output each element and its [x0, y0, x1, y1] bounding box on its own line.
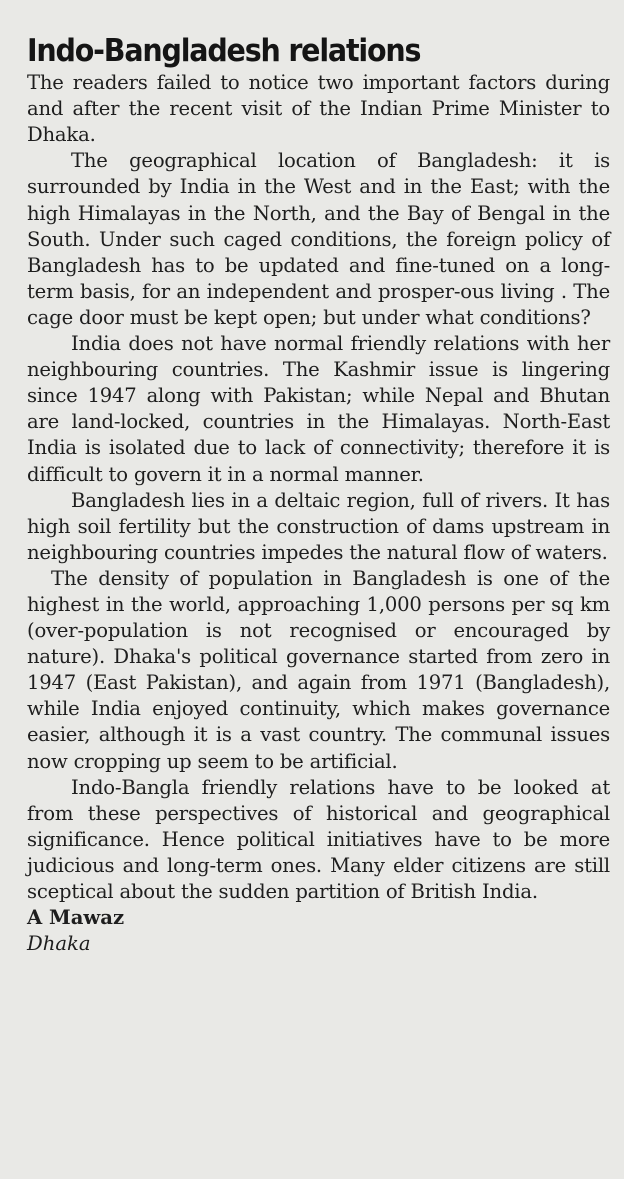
paragraph-intro: The readers failed to notice two important factors during and after the recent visit of the Indian Prime Minister to Dhaka.: [27, 71, 610, 147]
paragraph-geography: The geographical location of Bangladesh: it is surrounded by India in the West and in the East; with the high Himalayas in the North, and the Bay of Bengal in the South. Under such caged conditions, the foreign policy of Bangladesh has to be updated and fine-tuned on a long-term basis, for an independent and prosper-ous living . The cage door must be kept open; but under what conditions?: [27, 149, 610, 329]
letter-body: [27, 70, 610, 905]
paragraph-rivers: Bangladesh lies in a deltaic region, full of rivers. It has high soil fertility but the construction of dams upstream in neighbouring countries impedes the natural flow of waters.: [27, 488, 610, 564]
headline: Indo-Bangladesh relations: [27, 33, 421, 69]
author-name: A Mawaz: [27, 906, 125, 930]
paragraph-population: The density of population in Bangladesh is one of the highest in the world, approaching 1,000 persons per sq km (over-population is not recognised or encouraged by nature). Dhaka's political governance started from zero in 1947 (East Pakistan), and again from 1971 (Bangladesh), while India enjoyed continuity, which makes governance easier, although it is a vast country. The communal issues now cropping up seem to be artificial.: [27, 566, 610, 773]
paragraph-conclusion: Indo-Bangla friendly relations have to be looked at from these perspectives of historical and geographical significance. Hence political initiatives have to be more judicious and long-term ones. Many elder citizens are still sceptical about the sudden partition of British India.: [27, 775, 610, 903]
author-location: Dhaka: [27, 932, 91, 956]
paragraph-neighbours: India does not have normal friendly relations with her neighbouring countries. The Kashmir issue is lingering since 1947 along with Pakistan; while Nepal and Bhutan are land-locked, countries in the Himalayas. North-East India is isolated due to lack of connectivity; therefore it is difficult to govern it in a normal manner.: [27, 332, 610, 486]
